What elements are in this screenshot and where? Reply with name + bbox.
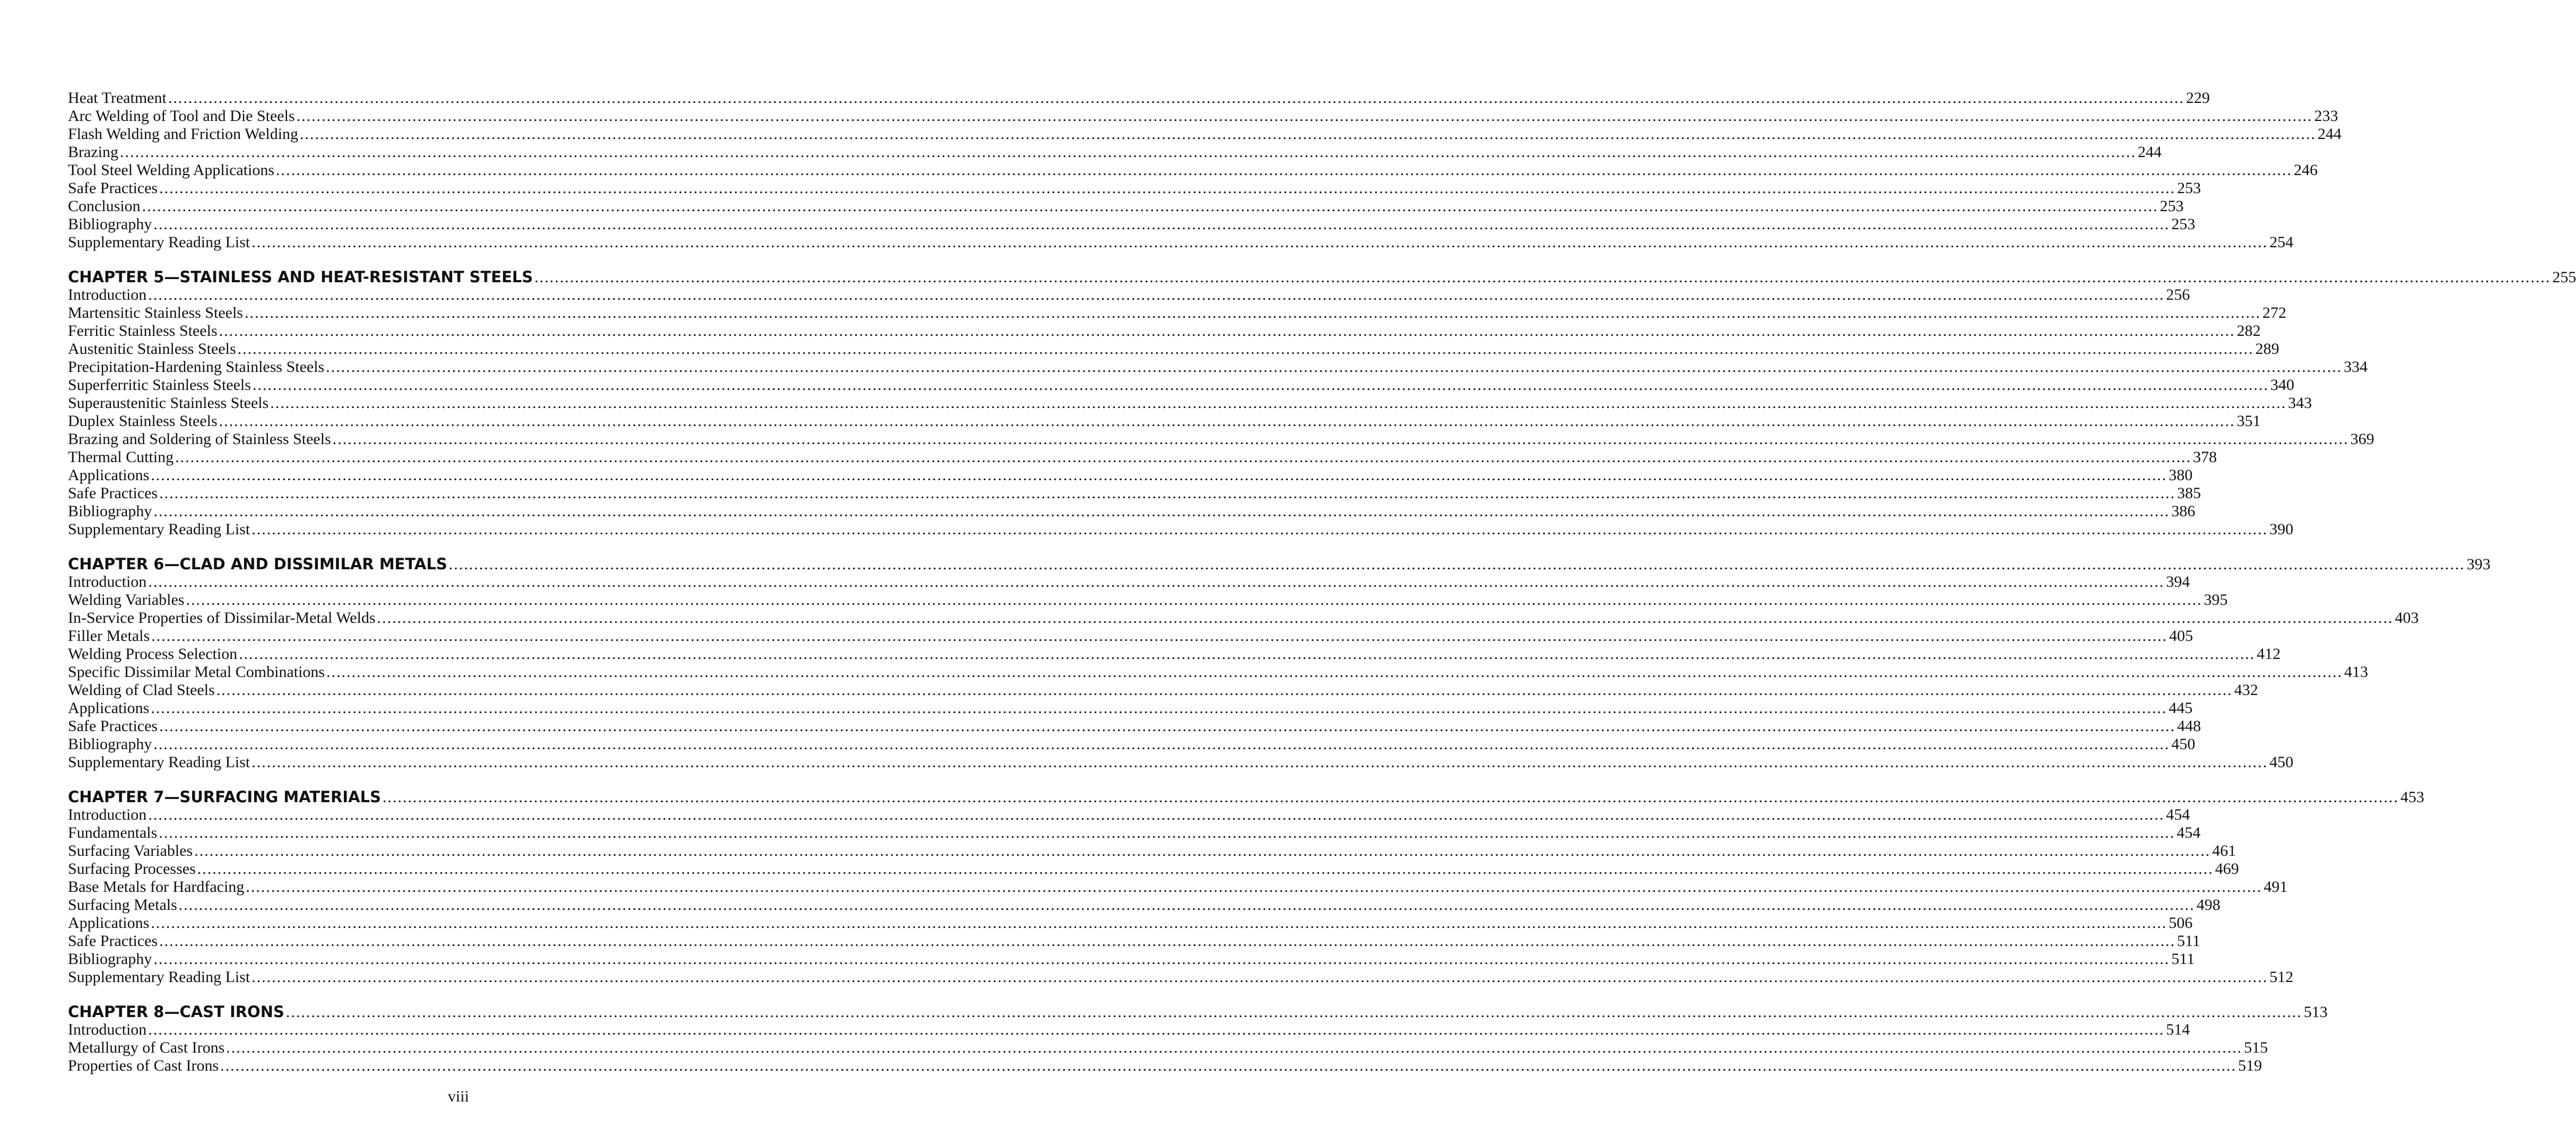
dot-leader: ................................................................................................................................................................................................................................................................................................................................................................................................................ — [377, 609, 2393, 627]
entry-title: Supplementary Reading List — [68, 520, 250, 538]
entry-title: Superaustenitic Stainless Steels — [68, 394, 269, 412]
toc-entry[interactable] — [68, 466, 2193, 484]
entry-page-number: 289 — [2255, 340, 2279, 358]
chapter-title: CHAPTER 5—STAINLESS AND HEAT-RESISTANT STEELS — [68, 268, 533, 286]
entry-title: Supplementary Reading List — [68, 233, 250, 251]
entry-title: Tool Steel Welding Applications — [68, 161, 275, 179]
entry-title: Metallurgy of Cast Irons — [68, 1039, 225, 1056]
entry-title: Austenitic Stainless Steels — [68, 340, 236, 358]
entry-title: Bibliography — [68, 215, 152, 233]
entry-page-number: 253 — [2171, 215, 2196, 233]
toc-entry[interactable] — [68, 896, 2221, 914]
entry-page-number: 498 — [2196, 896, 2221, 914]
entry-page-number: 514 — [2166, 1021, 2190, 1038]
chapter-title: CHAPTER 6—CLAD AND DISSIMILAR METALS — [68, 555, 447, 573]
toc-entry[interactable] — [68, 1021, 2190, 1039]
entry-title: Precipitation-Hardening Stainless Steels — [68, 358, 325, 376]
entry-page-number: 282 — [2236, 322, 2261, 340]
toc-entry[interactable] — [68, 502, 2196, 520]
entry-page-number: 390 — [2269, 520, 2294, 538]
entry-title: Thermal Cutting — [68, 448, 174, 466]
entry-title: Applications — [68, 699, 150, 717]
dot-leader: ................................................................................................................................................................................................................................................................................................................................................................................................................ — [148, 286, 2165, 303]
entry-title: Brazing and Soldering of Stainless Steels — [68, 430, 331, 448]
entry-page-number: 453 — [2400, 788, 2424, 806]
toc-entry[interactable] — [68, 591, 2228, 609]
toc-entry[interactable] — [68, 627, 2193, 645]
toc-entry[interactable] — [68, 914, 2193, 932]
dot-leader: ................................................................................................................................................................................................................................................................................................................................................................................................................ — [296, 107, 2313, 125]
entry-page-number: 369 — [2350, 430, 2374, 448]
toc-entry[interactable] — [68, 573, 2190, 591]
dot-leader: ................................................................................................................................................................................................................................................................................................................................................................................................................ — [276, 161, 2293, 179]
entry-title: Filler Metals — [68, 627, 150, 645]
entry-page-number: 450 — [2269, 753, 2294, 771]
entry-page-number: 386 — [2171, 502, 2196, 520]
entry-title: Heat Treatment — [68, 89, 167, 107]
entry-page-number: 343 — [2288, 394, 2312, 412]
toc-entry[interactable] — [68, 197, 2184, 215]
dot-leader: ................................................................................................................................................................................................................................................................................................................................................................................................................ — [168, 89, 2184, 107]
dot-leader: ................................................................................................................................................................................................................................................................................................................................................................................................................ — [159, 484, 2176, 502]
entry-page-number: 405 — [2169, 627, 2193, 645]
dot-leader: ................................................................................................................................................................................................................................................................................................................................................................................................................ — [219, 322, 2235, 340]
dot-leader: ................................................................................................................................................................................................................................................................................................................................................................................................................ — [332, 430, 2349, 448]
toc-entry[interactable] — [68, 753, 2294, 771]
entry-page-number: 519 — [2238, 1057, 2262, 1074]
chapter-heading[interactable] — [68, 555, 2491, 573]
entry-page-number: 413 — [2344, 663, 2369, 681]
entry-title: Introduction — [68, 806, 147, 823]
toc-entry[interactable] — [68, 484, 2201, 502]
dot-leader: ................................................................................................................................................................................................................................................................................................................................................................................................................ — [186, 591, 2202, 609]
entry-title: Applications — [68, 466, 150, 484]
toc-entry[interactable] — [68, 824, 2201, 842]
toc-entry[interactable] — [68, 663, 2369, 681]
dot-leader: ................................................................................................................................................................................................................................................................................................................................................................................................................ — [153, 215, 2170, 233]
dot-leader: ................................................................................................................................................................................................................................................................................................................................................................................................................ — [148, 573, 2165, 591]
entry-page-number: 394 — [2166, 573, 2190, 591]
toc-entry[interactable] — [68, 842, 2236, 860]
toc-entry[interactable] — [68, 376, 2294, 394]
toc-entry[interactable] — [68, 735, 2196, 753]
entry-title: Introduction — [68, 286, 147, 303]
entry-page-number: 229 — [2185, 89, 2210, 107]
dot-leader: ................................................................................................................................................................................................................................................................................................................................................................................................................ — [239, 645, 2256, 663]
entry-page-number: 253 — [2177, 179, 2201, 197]
dot-leader: ................................................................................................................................................................................................................................................................................................................................................................................................................ — [300, 125, 2317, 143]
entry-page-number: 256 — [2166, 286, 2190, 303]
entry-title: Applications — [68, 914, 150, 932]
entry-title: Conclusion — [68, 197, 141, 215]
toc-entry[interactable] — [68, 699, 2193, 717]
entry-page-number: 513 — [2303, 1003, 2328, 1021]
entry-page-number: 255 — [2552, 268, 2576, 286]
dot-leader: ................................................................................................................................................................................................................................................................................................................................................................................................................ — [219, 412, 2235, 430]
entry-page-number: 340 — [2270, 376, 2294, 394]
entry-title: Supplementary Reading List — [68, 968, 250, 986]
toc-entry[interactable] — [68, 89, 2210, 107]
dot-leader: ................................................................................................................................................................................................................................................................................................................................................................................................................ — [159, 932, 2176, 950]
toc-entry[interactable] — [68, 430, 2374, 448]
entry-title: Surfacing Variables — [68, 842, 193, 860]
entry-title: Bibliography — [68, 735, 152, 753]
entry-page-number: 380 — [2169, 466, 2193, 484]
toc-section — [68, 788, 2424, 986]
dot-leader: ................................................................................................................................................................................................................................................................................................................................................................................................................ — [220, 1057, 2237, 1074]
entry-title: Martensitic Stainless Steels — [68, 304, 243, 322]
toc-entry[interactable] — [68, 161, 2318, 179]
entry-page-number: 385 — [2177, 484, 2201, 502]
dot-leader: ................................................................................................................................................................................................................................................................................................................................................................................................................ — [159, 717, 2176, 735]
chapter-title: CHAPTER 8—CAST IRONS — [68, 1003, 284, 1021]
toc-entry[interactable] — [68, 717, 2201, 735]
entry-page-number: 254 — [2269, 233, 2294, 251]
entry-page-number: 511 — [2171, 950, 2195, 968]
entry-page-number: 515 — [2244, 1039, 2268, 1056]
dot-leader: ................................................................................................................................................................................................................................................................................................................................................................................................................ — [326, 358, 2343, 376]
dot-leader: ................................................................................................................................................................................................................................................................................................................................................................................................................ — [148, 806, 2165, 823]
dot-leader: ................................................................................................................................................................................................................................................................................................................................................................................................................ — [216, 681, 2233, 699]
entry-title: Safe Practices — [68, 932, 158, 950]
entry-title: Surfacing Processes — [68, 860, 196, 878]
entry-title: In-Service Properties of Dissimilar-Metal Welds — [68, 609, 376, 627]
dot-leader: ................................................................................................................................................................................................................................................................................................................................................................................................................ — [148, 1021, 2165, 1038]
entry-page-number: 272 — [2262, 304, 2286, 322]
chapter-heading[interactable] — [68, 1003, 2328, 1021]
toc-entry[interactable] — [68, 179, 2201, 197]
toc-entry[interactable] — [68, 1057, 2262, 1075]
dot-leader: ................................................................................................................................................................................................................................................................................................................................................................................................................ — [285, 1003, 2302, 1021]
entry-title: Bibliography — [68, 502, 152, 520]
toc-entry[interactable] — [68, 609, 2419, 627]
entry-title: Brazing — [68, 143, 118, 161]
dot-leader: ................................................................................................................................................................................................................................................................................................................................................................................................................ — [251, 233, 2268, 251]
dot-leader: ................................................................................................................................................................................................................................................................................................................................................................................................................ — [142, 197, 2158, 215]
entry-page-number: 233 — [2314, 107, 2338, 125]
entry-title: Welding Process Selection — [68, 645, 238, 663]
dot-leader: ................................................................................................................................................................................................................................................................................................................................................................................................................ — [251, 753, 2268, 771]
toc-entry[interactable] — [68, 125, 2342, 143]
entry-title: Specific Dissimilar Metal Combinations — [68, 663, 325, 681]
dot-leader: ................................................................................................................................................................................................................................................................................................................................................................................................................ — [251, 968, 2268, 986]
toc-entry[interactable] — [68, 215, 2196, 233]
entry-page-number: 403 — [2395, 609, 2419, 627]
entry-page-number: 461 — [2212, 842, 2236, 860]
dot-leader: ................................................................................................................................................................................................................................................................................................................................................................................................................ — [151, 627, 2168, 645]
dot-leader: ................................................................................................................................................................................................................................................................................................................................................................................................................ — [246, 878, 2262, 896]
dot-leader: ................................................................................................................................................................................................................................................................................................................................................................................................................ — [251, 520, 2268, 538]
toc-entry[interactable] — [68, 412, 2261, 430]
page-number-footer: viii — [447, 1088, 469, 1105]
entry-title: Surfacing Metals — [68, 896, 177, 914]
toc-entry[interactable] — [68, 681, 2258, 699]
entry-page-number: 378 — [2193, 448, 2217, 466]
dot-leader: ................................................................................................................................................................................................................................................................................................................................................................................................................ — [270, 394, 2287, 412]
dot-leader: ................................................................................................................................................................................................................................................................................................................................................................................................................ — [151, 699, 2167, 717]
entry-page-number: 445 — [2169, 699, 2193, 717]
entry-page-number: 351 — [2236, 412, 2261, 430]
chapter-title: CHAPTER 7—SURFACING MATERIALS — [68, 788, 381, 806]
dot-leader: ................................................................................................................................................................................................................................................................................................................................................................................................................ — [153, 502, 2170, 520]
entry-page-number: 244 — [2137, 143, 2162, 161]
entry-page-number: 454 — [2176, 824, 2201, 841]
dot-leader: ................................................................................................................................................................................................................................................................................................................................................................................................................ — [244, 304, 2261, 322]
entry-title: Properties of Cast Irons — [68, 1057, 219, 1074]
toc-entry[interactable] — [68, 448, 2217, 466]
entry-page-number: 393 — [2466, 555, 2491, 573]
dot-leader: ................................................................................................................................................................................................................................................................................................................................................................................................................ — [153, 950, 2170, 968]
toc-entry[interactable] — [68, 950, 2195, 968]
toc-entry[interactable] — [68, 286, 2190, 304]
entry-title: Safe Practices — [68, 179, 158, 197]
entry-title: Base Metals for Hardfacing — [68, 878, 245, 896]
toc-section — [68, 268, 2576, 539]
entry-page-number: 511 — [2177, 932, 2200, 950]
entry-page-number: 469 — [2215, 860, 2239, 878]
dot-leader: ................................................................................................................................................................................................................................................................................................................................................................................................................ — [119, 143, 2136, 161]
toc-entry[interactable] — [68, 304, 2286, 322]
toc-section — [68, 555, 2491, 771]
toc-sections — [68, 89, 2576, 1075]
dot-leader: ................................................................................................................................................................................................................................................................................................................................................................................................................ — [151, 466, 2167, 484]
dot-leader: ................................................................................................................................................................................................................................................................................................................................................................................................................ — [151, 914, 2167, 932]
entry-title: Welding of Clad Steels — [68, 681, 215, 699]
entry-title: Ferritic Stainless Steels — [68, 322, 218, 340]
entry-title: Introduction — [68, 573, 147, 591]
dot-leader: ................................................................................................................................................................................................................................................................................................................................................................................................................ — [175, 448, 2192, 466]
entry-title: Arc Welding of Tool and Die Steels — [68, 107, 295, 125]
entry-title: Welding Variables — [68, 591, 185, 609]
entry-page-number: 448 — [2177, 717, 2201, 735]
entry-title: Safe Practices — [68, 484, 158, 502]
dot-leader: ................................................................................................................................................................................................................................................................................................................................................................................................................ — [153, 735, 2170, 753]
entry-title: Introduction — [68, 1021, 147, 1038]
entry-title: Fundamentals — [68, 824, 158, 841]
entry-title: Bibliography — [68, 950, 152, 968]
dot-leader: ................................................................................................................................................................................................................................................................................................................................................................................................................ — [252, 376, 2269, 394]
dot-leader: ................................................................................................................................................................................................................................................................................................................................................................................................................ — [226, 1039, 2243, 1056]
dot-leader: ................................................................................................................................................................................................................................................................................................................................................................................................................ — [197, 860, 2214, 878]
chapter-heading[interactable] — [68, 788, 2424, 806]
toc-entry[interactable] — [68, 645, 2281, 663]
dot-leader: ................................................................................................................................................................................................................................................................................................................................................................................................................ — [326, 663, 2343, 681]
toc-section — [68, 89, 2342, 251]
toc-entry[interactable] — [68, 322, 2261, 340]
entry-page-number: 450 — [2171, 735, 2196, 753]
entry-page-number: 253 — [2159, 197, 2184, 215]
dot-leader: ................................................................................................................................................................................................................................................................................................................................................................................................................ — [159, 824, 2175, 841]
entry-title: Duplex Stainless Steels — [68, 412, 218, 430]
toc-entry[interactable] — [68, 143, 2162, 161]
toc-entry[interactable] — [68, 1039, 2268, 1057]
entry-title: Flash Welding and Friction Welding — [68, 125, 299, 143]
table-of-contents — [68, 89, 2576, 1075]
toc-entry[interactable] — [68, 107, 2338, 125]
dot-leader: ................................................................................................................................................................................................................................................................................................................................................................................................................ — [159, 179, 2176, 197]
dot-leader: ................................................................................................................................................................................................................................................................................................................................................................................................................ — [382, 788, 2399, 806]
entry-page-number: 432 — [2234, 681, 2258, 699]
toc-entry[interactable] — [68, 860, 2239, 878]
entry-page-number: 454 — [2166, 806, 2190, 823]
dot-leader: ................................................................................................................................................................................................................................................................................................................................................................................................................ — [237, 340, 2254, 358]
entry-page-number: 506 — [2169, 914, 2193, 932]
dot-leader: ................................................................................................................................................................................................................................................................................................................................................................................................................ — [178, 896, 2195, 914]
toc-entry[interactable] — [68, 968, 2294, 986]
dot-leader: ................................................................................................................................................................................................................................................................................................................................................................................................................ — [194, 842, 2211, 860]
dot-leader: ................................................................................................................................................................................................................................................................................................................................................................................................................ — [448, 555, 2465, 573]
chapter-heading[interactable] — [68, 268, 2576, 286]
entry-page-number: 244 — [2318, 125, 2342, 143]
toc-entry[interactable] — [68, 394, 2312, 412]
toc-entry[interactable] — [68, 806, 2190, 824]
entry-page-number: 334 — [2344, 358, 2368, 376]
toc-entry[interactable] — [68, 233, 2294, 251]
entry-page-number: 491 — [2263, 878, 2288, 896]
toc-entry[interactable] — [68, 878, 2288, 896]
entry-page-number: 512 — [2269, 968, 2294, 986]
entry-page-number: 246 — [2294, 161, 2318, 179]
toc-entry[interactable] — [68, 520, 2294, 539]
toc-section — [68, 1003, 2328, 1075]
entry-title: Supplementary Reading List — [68, 753, 250, 771]
entry-title: Safe Practices — [68, 717, 158, 735]
toc-entry[interactable] — [68, 932, 2200, 950]
toc-entry[interactable] — [68, 358, 2368, 376]
entry-page-number: 412 — [2257, 645, 2281, 663]
entry-title: Superferritic Stainless Steels — [68, 376, 251, 394]
entry-page-number: 395 — [2204, 591, 2228, 609]
toc-entry[interactable] — [68, 340, 2279, 358]
dot-leader: ................................................................................................................................................................................................................................................................................................................................................................................................................ — [534, 268, 2551, 286]
